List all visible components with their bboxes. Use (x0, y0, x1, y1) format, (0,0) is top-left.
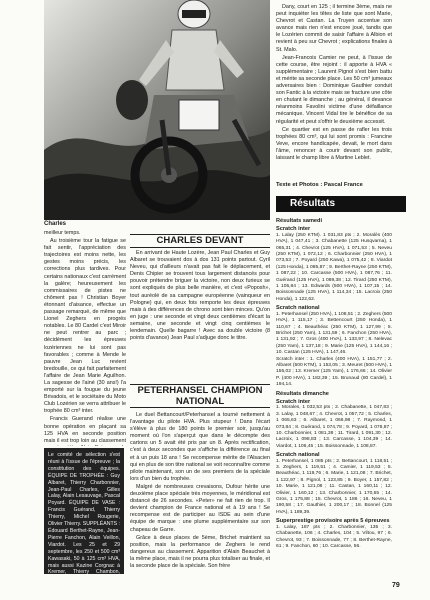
col3-paragraph: Dany, court en 125 ; il termine 3ème, mais ne peut inquiéter les têtes de liste que sont Marie, Chevrot et Castan. La Truyen accentue son avance mais rien n'est encore joué, tandis que le Lozérien commit de saisir l'affaire à Albion et revient à peu sur Chevrot ; explications finales à St. Malo. (276, 4, 392, 53)
results-subheading: Résultats dimanche (276, 390, 329, 397)
column-3-text (276, 4, 392, 180)
column-2-bottom (130, 412, 270, 582)
col1-opening: meilleur temps. (44, 230, 81, 236)
author-credit: Texte et Photos : Pascal France (276, 182, 363, 188)
results-entry: 1. Lalay, 187 pts ; 2. Charbonnier, 135 ; 3. Chabanette, 106 ; 4. Charles, 104 ; 5. Viltou, 97 ; 6. Chevrot, 93 ; 7. Boissonnade, 77 ; 8. Berthet-Rayne, 61 ; 9. Fanchon, 60 ; 10. Carcasse, 56. (276, 524, 392, 549)
results-subheading: Scratch national (276, 305, 320, 312)
motocross-photo (44, 0, 270, 220)
column-2-top (130, 250, 270, 380)
results-list (276, 216, 392, 580)
team-selection-text: Le comité de sélection s'est réuni à l'issue de l'épreuve ; la constitution des équipes. ÉQUIPE DE TROPHÉE : Guy Albaret, Thierry Charbonnier, Jean-Paul Charles, Gilles Lalay, Alain Lesauvage, Pascal Poyard. ÉQUIPE DE VASE : Francis Guérand, Thierry Thierry, Michel Rougerie, Olivier Thierry. SUPPLÉANTS : Édouard Berthet-Rayne, Jean-Pierre Fanchon, Alain Veillon, Viardot. Les 25 et 29 septembre, les 250 et 500 cm³ Kawasaki, 50 à 125 cm³ HVA, mais aussi Kazine Corgnac à Kremer, Thierry Chambon, (48, 452, 120, 574)
heading-charles-devant: CHARLES DEVANT (130, 234, 270, 248)
results-entry: 1. Morales, 1 032,53 pts ; 2. Chabanette, 1 047,83 ; 3. Lalay, 1 048,67 ; 4. Chevrot, 1 057,72 ; 5. Charles, 1 065,63 ; 6. Albaret, 1 066,98 ; 7. Raymond, 1 073,84 ; 8. Guérand, 1 074,78 ; 9. Poyard, 1 078,87 ; 10. Charbonnier, 1 081,38 ; 11. Tirard, 1 091,30 ; 12. Lacroix, 1 098,83 ; 13. Carcasse, 1 104,39 ; 14. Viardot, 1 106,45 ; 15. Boissonnade, 1 108,87. (276, 405, 392, 449)
results-subheading: Résultats samedi (276, 218, 323, 224)
heading-peterhansel: PETERHANSEL CHAMPION NATIONAL (130, 384, 270, 408)
col3-paragraph: Ce quartier est en passe de rafler les trois trophées 80 cm³, qui lui sont promis : Francine Veve, encore handicapée, devait, le mort dans l'âme, renoncer à courir devant son public, laissant le champ libre à Martine Leblet. (276, 126, 392, 161)
rider-photo-image (44, 0, 270, 220)
results-subheading: Scratch inter (276, 226, 311, 233)
col1-paragraph: Au troisième tour la fatigue se fait sentir, l'appréciation des trajectoires est moins nette, les gestes moins précis, les corrections plus tardives. Pour certains nationaux c'est carrément la galère; heureusement les commissaires de pistes ne chôment pas ! Christian Boyer étonnant d'aisance, effectue un passage remarqué, de même que Lionel Zeghers en progrès notables. Le 80 Cardel c'est Miroir ne peut rentrer au parc ; décidément les épreuves lozériennes ne lui sont pas favorables ; comme à Mende le pauvre Jean Luc revient bredouille, ce qui fait parfaitement l'affaire de Jean Marie Aguilhon. La sagesse de l'ainé (30 ans!) l'a emporté sur la fougue du jeune Brivadois, et le sociétaire du Moto Club Lozérien se verra attribuer le trophée 80 cm³ inter. (44, 238, 126, 415)
results-subheading: Scratch inter (276, 398, 311, 405)
results-entry: 1. Peterhansel (250 HVA), 1 108,51 ; 2. Zeghers (500 HVA), 1 115,17 ; 3. Bettencourt (250 Honda), 1 110,67 ; 4. Beauthéac (250 KTM), 1 127,99 ; 5. Brichet (250 Yam), 1 131,59 ; 6. Fanchon (250 HVA), 1 131,92 ; 7. Gros (400 HVA), 1 133,97 ; 8. Nelevac (250 Yam), 1 137,18 ; 9. Marie (125 HVA), 1 144,16 ; 10. Castan (125 HVA), 1 147,46. (276, 311, 392, 356)
column-1 (44, 230, 126, 446)
col2-paragraph: Grâce à deux places de 5ème, Brichet maintient sa position, mais la performance de Zeghers le rend dangereux au classement. Apparition d'Alain Beauchet à la même place, mais il ne pourra plus totaliser au finale, et la seconde place de la spéciale. Son frère (130, 534, 270, 569)
team-selection-box (44, 448, 124, 574)
page-number: 79 (392, 582, 400, 589)
results-heading: Résultats (276, 196, 406, 212)
results-subheading: Superprestige provisoire après 5 épreuves (276, 518, 390, 525)
col1-paragraph: Francis Guerand réalise une bonne opération en plaçant sa 125 HVA en seconde position mais il est trop loin au classement (44, 416, 126, 444)
results-entry: 1. Peterhansel, 1 085 pts ; 2. Bettancourt, 1 118,51 ; 3. Zeghers, 1 119,51 ; 4. Camier, 1 119,53 ; 5. Beauthéac, 1 119,76 ; 6. Marie, 1 121,08 ; 7. Brichet, 1 122,97 ; 8. Pignol, 1 123,85 ; 9. Boyer, 1 157,82 ; 10. Marie, 1 121,08 ; 11. Castan, 1 160,11 ; 12. Olivier, 1 160,12 ; 13. Charbonnier, 1 170,55 ; 14. Gros, 1 175,88 ; 15. Chevrot, 1 186 ; 16. Neveu, 1 190,58 ; 17. Gauthier, 1 200,17 ; 18. Bonnel (125 HVA), 1 189,39. (276, 458, 392, 515)
col2-paragraph: En arrivant de Haute Lozère, Jean Paul Charles et Guy Albaret se trouvaient dos à dos 131 points partout. Cyril Neveu, qui d'ailleurs n'avait pas fait le déplacement, et Denis Chipier se trouvent tous largement distancés pour pouvoir prétendre briguer la victoire, non deux furieux se sont expliqués de plus belle manière, et c'est «Poposh», tout auréolé de sa campagne européenne (vainqueur en Pologne) qui, en deux fois remporte les deux épreuves mais à des différences de chrono sont bien minces. Qu'on en juge : une seconde et vingt deux centièmes d'écart la semaine, une seconde et vingt cinq centièmes le lendemain. Quelle bagarre ! Avec sa double victoire (8 points d'avance) Jean Paul s'adjuge donc le titre. (130, 250, 270, 342)
col3-paragraph: Jean-Francois Camier ne peut, à l'issue de cette course, être rejoint : il apporte à HVA « supplémentaire ; Laurent Pignol s'est bien battu et mérite sa seconde place. Les 50 cm³ jumeaux adversaires bien : Dominique Gauthier conduit son Fantic à la victoire mais se fracture une côte en chutant le dimanche ; au général, il devance néanmoins Favolini victime d'une défaillance mécanique. Vincent Vidal tire le bénéfice de sa régularité et peut s'offrir le deuxième accessit. (276, 54, 392, 125)
results-entry: Scratch inter : 1. Charles (400 HVA), 1 151,77 ; 2. Albaret (500 KTM), 1 153,05 ; 3. Meuret (500 HVA), 1 155,02 ; 13. Kremer (125 Yam), 1 176,66 ; 14. Olivier P. (400 HVA), 1 182,39 ; 15. Brunaud (80 Cardel), 1 194,14. (276, 356, 392, 388)
results-subheading: Scratch national (276, 452, 320, 459)
col2-paragraph: Malgré de nombreuses crevaisons, Dufour hérite une deuxième place spéciale très moyennes, le méridional est distancé de 26 secondes. «Peter» ne fait rien de trop. Il devient champion de France national et à 19 ans ! Se recompense est de participer au ISDE au sein d'une équipe de marque : une plume supplémentaire sur son chapeau de Garre. (130, 483, 270, 533)
photo-caption: Charles (44, 221, 67, 227)
col2-paragraph: Le duel Bettancourt/Peterhansel a tourné nettement à l'avantage du pilote HVA. Plus stupeur ! Dans l'écart s'élève à plus de 180 points le premier soir, jusqu'au moment où l'on s'aperçut que dans le décompte des cartons un 5 avait été pris par un 8. Après rectification, c'est à deux secondes que s'affiche la différence au final et à un puis 18 ans ! Se recompense mérite de l'Alsacien qui en plus de son titre national se voit reconnaître comme pilote maintenant, son un de ses premiers de la spéciale lors d'un bien du trophée. (130, 412, 270, 482)
results-entry: 1. Lalay (250 KTM). 1 031,83 pts ; 2. Moralès (400 HVA), 1 047,41 ; 3. Chabanette (125 Husqvarna), 1 065,31 ; 4. Chevrot (125 HVA), 1 071,53 ; 5. Neveu (250 KTM), 1 072,12 ; 6. Charbonnier (250 HVA), 1 073,53 ; 7. Poyard (250 Kawa), 1 075,42 ; 8. Viardot (125 Honda), 1 085,87 ; 9. Berthet-Rayne (250 KTM), 1 087,22 ; 10. Carcasse (500 HVA), 1 087,76 ; 11. Guérand (125 HVA), 1 089,38 ; 12. Tirard (250 KTM), 1 105,84 ; 13. Edwards (500 HVA), 1 107,15 ; 14. Boissonnade (125 HVA), 1 114,34 ; 15. Lacroix (250 Honda), 1 122,62. (276, 232, 392, 302)
